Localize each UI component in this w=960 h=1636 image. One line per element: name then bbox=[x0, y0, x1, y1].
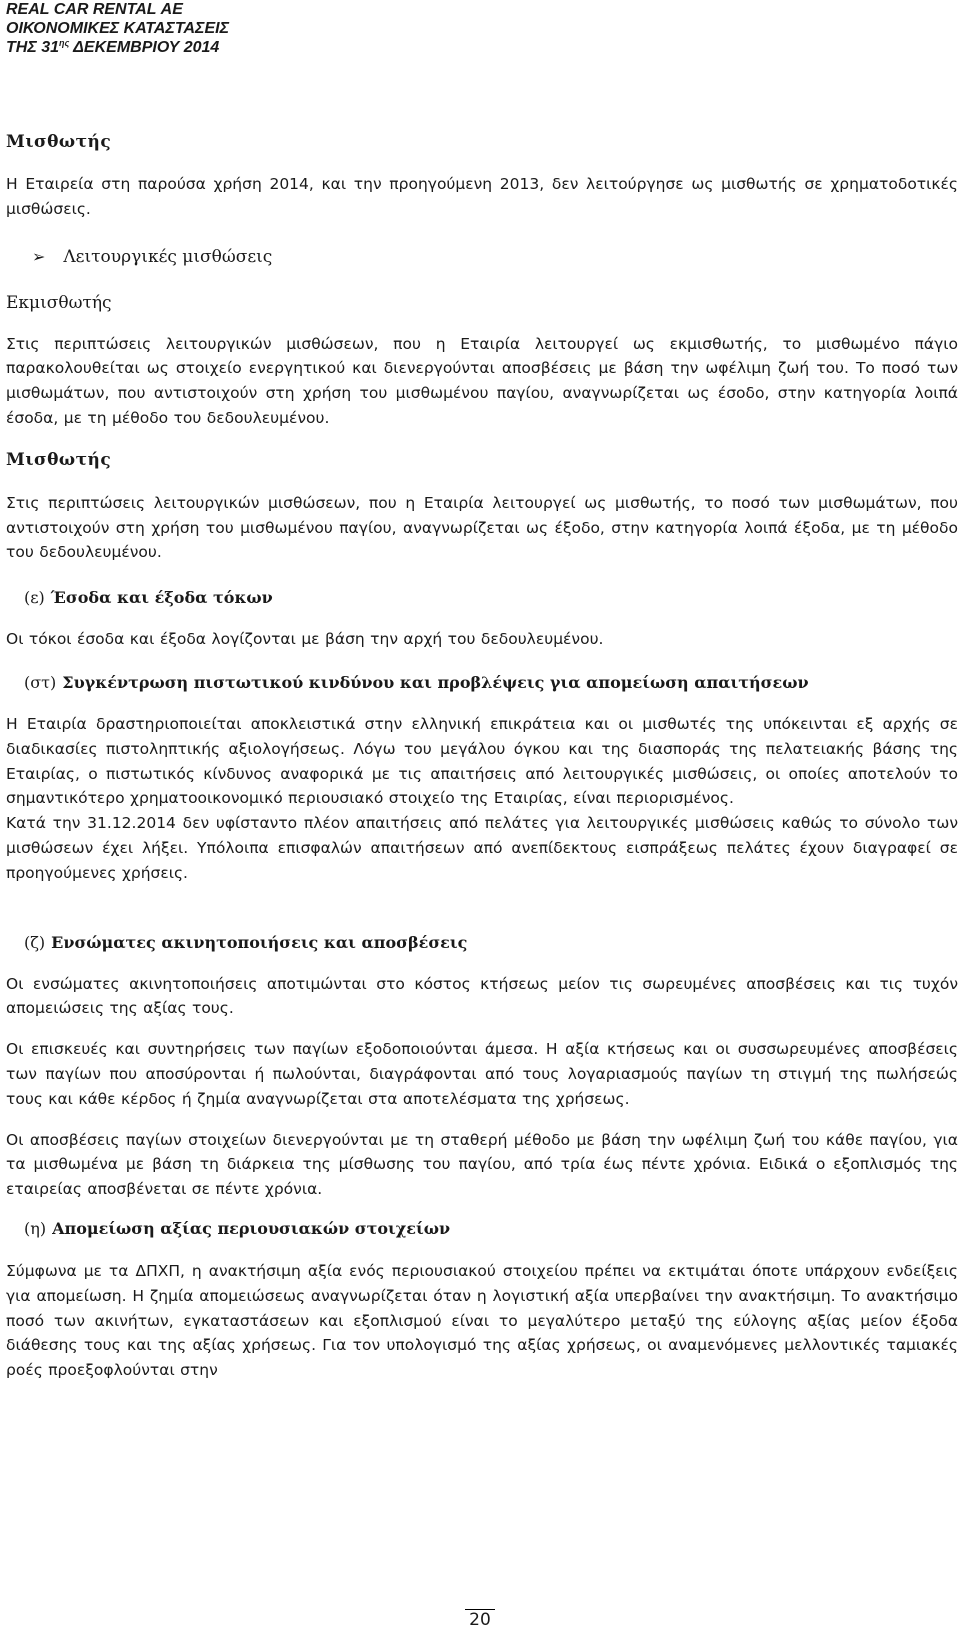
document-header bbox=[6, 0, 229, 57]
section-h-heading bbox=[6, 1217, 958, 1241]
arrow-bullet-icon: ➢ bbox=[32, 246, 46, 266]
header-company: REAL CAR RENTAL ΑΕ bbox=[6, 1, 183, 18]
page-number-value: 20 bbox=[465, 1609, 495, 1630]
section-z-heading bbox=[6, 931, 958, 955]
section-z-text-1: Οι ενσώματες ακινητοποιήσεις αποτιμώνται στο κόστος κτήσεως μείον τις σωρευμένες αποσβέσεις και τις τυχόν απομειώσεις της αξίας τους. bbox=[6, 974, 958, 1018]
section-h-label: (η) bbox=[24, 1218, 47, 1238]
section-e-heading bbox=[6, 586, 958, 610]
lessor-text: Στις περιπτώσεις λειτουργικών μισθώσεων, που η Εταιρία λειτουργεί ως εκμισθωτής, το μισθωμένο πάγιο παρακολουθείται ως στοιχείο ενεργητικού και διενεργούνται αποσβέσεις με βάση την ωφέλιμη ζωή του. Το ποσό των μισθωμάτων, που αντιστοιχούν στη χρήση του μισθωμένου παγίου, αναγνωρίζεται ως έσοδο, στην κατηγορία λοιπά έσοδα, με τη μέθοδο του δεδουλευμένου. bbox=[6, 334, 958, 427]
section-z-text-2: Οι επισκευές και συντηρήσεις των παγίων εξοδοποιούνται άμεσα. Η αξία κτήσεως και οι συσσωρευμένες αποσβέσεις των παγίων που αποσύρονται ή πωλούνται, διαγράφονται από τους λογαριασμούς παγίων τη στιγμή της πωλήσεώς τους και κάθε κέρδος ή ζημία αναγνωρίζεται στα αποτελέσματα της χρήσεως. bbox=[6, 1040, 958, 1108]
section-h-title: Απομείωση αξίας περιουσιακών στοιχείων bbox=[52, 1218, 451, 1238]
section-e-title: Έσοδα και έξοδα τόκων bbox=[50, 588, 273, 608]
lessee-heading-1: Μισθωτής bbox=[6, 132, 112, 152]
operating-leases-heading bbox=[6, 245, 958, 269]
header-date bbox=[6, 38, 229, 57]
header-date-sup: ης bbox=[59, 38, 70, 48]
lessor-heading: Εκμισθωτής bbox=[6, 292, 112, 313]
section-h-text: Σύμφωνα με τα ΔΠΧΠ, η ανακτήσιμη αξία ενός περιουσιακού στοιχείου πρέπει να εκτιμάται όποτε υπάρχουν ενδείξεις για απομείωση. Η ζημία απομειώσεως αναγνωρίζεται όταν η λογιστική αξία υπερβαίνει την ανακτήσιμη. Το ανακτήσιμο ποσό των ακινήτων, εγκαταστάσεων και εξοπλισμού είναι το μεγαλύτερο μεταξύ της εύλογης αξίας μείον έξοδα διάθεσης τους και της αξίας χρήσεως. Για τον υπολογισμό της αξίας χρήσεως, οι αναμενόμενες μελλοντικές ταμιακές ροές προεξοφλούνται στην bbox=[6, 1261, 958, 1380]
section-st-label: (στ) bbox=[24, 672, 57, 692]
section-z-text-3: Οι αποσβέσεις παγίων στοιχείων διενεργούνται με τη σταθερή μέθοδο με βάση την ωφέλιμη ζωή του κάθε παγίου, για τα μισθωμένα με βάση τη διάρκεια της μίσθωσης του παγίου, από τρία έως πέντε χρόνια. Ειδικά ο εξοπλισμός της εταιρείας αποσβένεται σε πέντε χρόνια. bbox=[6, 1130, 958, 1199]
header-date-prefix: ΤΗΣ 31 bbox=[6, 39, 60, 56]
lessee-text-1: Η Εταιρεία στη παρούσα χρήση 2014, και την προηγούμενη 2013, δεν λειτούργησε ως μισθωτής σε χρηματοδοτικές μισθώσεις. bbox=[6, 175, 958, 218]
section-z-title: Ενσώματες ακινητοποιήσεις και αποσβέσεις bbox=[51, 932, 468, 952]
section-z-label: (ζ) bbox=[24, 932, 46, 952]
section-e-label: (ε) bbox=[24, 588, 45, 608]
header-date-suffix: ΔΕΚΕΜΒΡΙΟΥ 2014 bbox=[73, 39, 220, 56]
section-e-text: Οι τόκοι έσοδα και έξοδα λογίζονται με βάση την αρχή του δεδουλευμένου. bbox=[6, 630, 604, 649]
lessee-heading-2: Μισθωτής bbox=[6, 449, 112, 470]
section-st-text-2: Κατά την 31.12.2014 δεν υφίσταντο πλέον απαιτήσεις από πελάτες για λειτουργικές μισθώσεις καθώς το σύνολο των μισθώσεων έχει λήξει. Υπόλοιπα επισφαλών απαιτήσεων από ανεπίδεκτους εισπράξεως πελάτες έχουν διαγραφεί σε προηγούμενες χρήσεις. bbox=[6, 814, 958, 882]
lessee-text-2: Στις περιπτώσεις λειτουργικών μισθώσεων, που η Εταιρία λειτουργεί ως μισθωτής, το ποσό των μισθωμάτων, που αντιστοιχούν στη χρήση του μισθωμένου παγίου, αναγνωρίζεται ως έξοδο, στην κατηγορία λοιπά έξοδα, με τη μέθοδο του δεδουλευμένου. bbox=[6, 493, 958, 562]
page-number bbox=[0, 1610, 960, 1630]
section-st-title: Συγκέντρωση πιστωτικού κινδύνου και προβλέψεις για απομείωση απαιτήσεων bbox=[62, 672, 809, 692]
operating-leases-title: Λειτουργικές μισθώσεις bbox=[63, 246, 273, 267]
section-st-text-1: Η Εταιρία δραστηριοποιείται αποκλειστικά στην ελληνική επικράτεια και οι μισθωτές της υπόκεινται εξ αρχής σε διαδικασίες πιστοληπτικής αξιολογήσεως. Λόγω του μεγάλου όγκου και της διασποράς της πελατειακής βάσης της Εταιρίας, ο πιστωτικός κίνδυνος αναφορικά με τις απαιτήσεις από λειτουργικές μισθώσεις, οι οποίες αποτελούν το σημαντικότερο χρηματοοικονομικό περιουσιακό στοιχείο της Εταιρίας, είναι περιορισμένος. bbox=[6, 714, 958, 808]
page-content bbox=[6, 130, 958, 1383]
section-st-heading bbox=[6, 671, 958, 695]
header-statements: ΟΙΚΟΝΟΜΙΚΕΣ ΚΑΤΑΣΤΑΣΕΙΣ bbox=[6, 20, 230, 37]
